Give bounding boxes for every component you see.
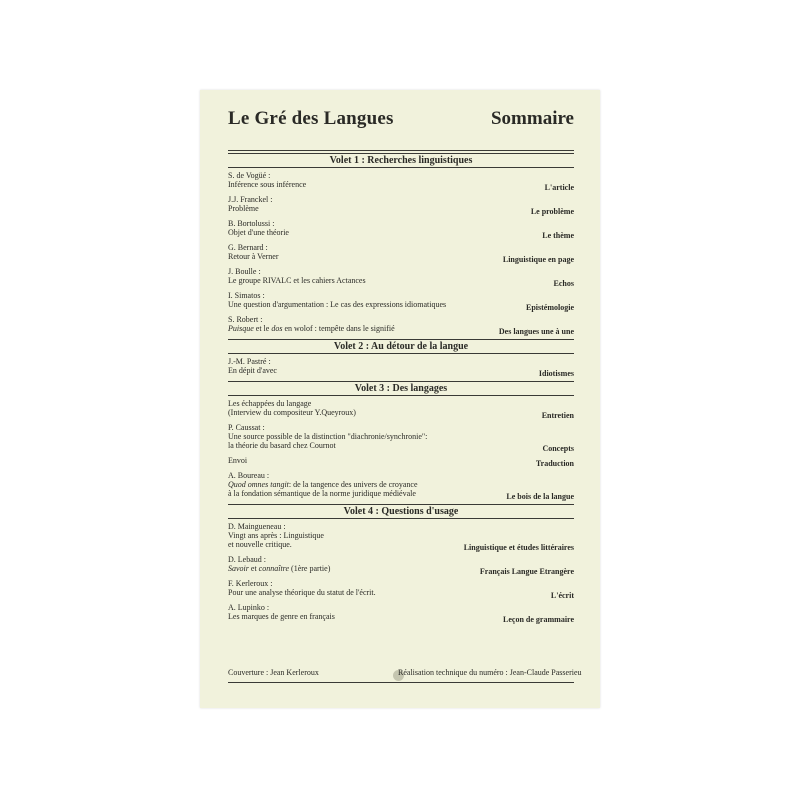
entry-author: D. Maingueneau : — [228, 522, 286, 531]
list-item — [228, 357, 574, 378]
divider — [228, 150, 574, 151]
section-heading: Volet 3 : Des langages — [228, 381, 574, 396]
entry-title-part: en wolof : tempête dans le signifié — [282, 324, 395, 333]
entry-title: à la fondation sémantique de la norme juridique médiévale — [228, 489, 416, 498]
divider — [228, 682, 574, 683]
entry-rubric: Concepts — [542, 444, 574, 453]
entry-title-italic: Quod omnes tangit — [228, 480, 289, 489]
list-item — [228, 399, 574, 420]
entry-title: Inférence sous inférence — [228, 180, 307, 189]
list-item — [228, 267, 574, 288]
list-item — [228, 219, 574, 240]
section-heading: Volet 2 : Au détour de la langue — [228, 339, 574, 354]
list-item — [228, 456, 574, 468]
entry-author: S. de Vogüé : — [228, 171, 271, 180]
entry-title: Une source possible de la distinction "diachronie/synchronie": — [228, 432, 428, 441]
document-page — [200, 90, 600, 708]
entry-author: J.-M. Pastré : — [228, 357, 271, 366]
entry-author: P. Caussat : — [228, 423, 265, 432]
entry-title: et nouvelle critique. — [228, 540, 292, 549]
entry-rubric: Des langues une à une — [498, 327, 574, 336]
section-heading: Volet 4 : Questions d'usage — [228, 504, 574, 519]
entry-title — [228, 564, 478, 573]
entry-title: Retour à Verner — [228, 252, 279, 261]
entry-rubric: Le problème — [530, 207, 574, 216]
list-item — [228, 555, 574, 576]
list-item — [228, 171, 574, 192]
entry-rubric: Le thème — [542, 231, 574, 240]
entry-author: S. Robert : — [228, 315, 263, 324]
entry-title: Une question d'argumentation : Le cas des expressions idiomatiques — [228, 300, 447, 309]
list-item — [228, 423, 574, 453]
section-heading: Volet 1 : Recherches linguistiques — [228, 153, 574, 168]
entry-author: I. Simatos : — [228, 291, 265, 300]
entry-title-italic: Puisque — [228, 324, 254, 333]
entry-title: Le groupe RIVALC et les cahiers Actances — [228, 276, 366, 285]
journal-title: Le Gré des Langues — [228, 108, 394, 129]
list-item — [228, 522, 574, 552]
list-item — [228, 579, 574, 600]
entry-title-italic: Savoir — [228, 564, 249, 573]
entry-title-part: et — [248, 564, 259, 573]
entry-rubric: L'écrit — [550, 591, 574, 600]
entry-title — [228, 480, 478, 489]
production-credit: Réalisation technique du numéro : Jean-Claude Passerieu — [398, 668, 582, 677]
entry-author: F. Kerleroux : — [228, 579, 273, 588]
entry-rubric: Idiotismes — [538, 369, 574, 378]
entry-title-italic: dos — [271, 324, 283, 333]
entry-title: En dépit d'avec — [228, 366, 277, 375]
entry-title — [228, 324, 478, 333]
entry-author: J.J. Franckel : — [228, 195, 273, 204]
entry-rubric: Echos — [553, 279, 574, 288]
entry-rubric: Leçon de grammaire — [503, 615, 574, 624]
entry-rubric: Traduction — [535, 459, 574, 468]
entry-title: Pour une analyse théorique du statut de l'écrit. — [228, 588, 376, 597]
sommaire-heading: Sommaire — [490, 108, 574, 129]
entry-title: Objet d'une théorie — [228, 228, 289, 237]
entry-author: A. Boureau : — [228, 471, 270, 480]
entry-rubric: Entretien — [541, 411, 574, 420]
entry-title-italic: connaître — [258, 564, 290, 573]
entry-author: Les échappées du langage — [228, 399, 312, 408]
entry-title: Vingt ans après : Linguistique — [228, 531, 324, 540]
entry-author: Envoi — [228, 456, 248, 465]
entry-rubric: Linguistique et études littéraires — [463, 543, 574, 552]
entry-rubric: Epistémologie — [526, 303, 574, 312]
entry-title-part: et le — [253, 324, 272, 333]
entry-rubric: Linguistique en page — [502, 255, 574, 264]
list-item — [228, 603, 574, 624]
list-item — [228, 471, 574, 501]
entry-title: Les marques de genre en français — [228, 612, 335, 621]
entry-title-part: : de la tangence des univers de croyance — [288, 480, 418, 489]
entry-title-part: (1ère partie) — [289, 564, 331, 573]
entry-author: B. Bortolussi : — [228, 219, 275, 228]
list-item — [228, 291, 574, 312]
list-item — [228, 243, 574, 264]
entry-author: G. Bernard : — [228, 243, 268, 252]
entry-author: D. Lebaud : — [228, 555, 266, 564]
entry-rubric: Français Langue Etrangère — [479, 567, 574, 576]
entry-rubric: L'article — [544, 183, 574, 192]
list-item — [228, 195, 574, 216]
entry-author: J. Boulle : — [228, 267, 261, 276]
entry-author: A. Lupinko : — [228, 603, 270, 612]
entry-title: la théorie du basard chez Cournot — [228, 441, 336, 450]
table-of-contents — [228, 150, 574, 627]
list-item — [228, 315, 574, 336]
cover-credit: Couverture : Jean Kerleroux — [228, 668, 319, 677]
entry-title: (Interview du compositeur Y.Queyroux) — [228, 408, 356, 417]
entry-rubric: Le bois de la langue — [506, 492, 574, 501]
entry-title: Problème — [228, 204, 259, 213]
